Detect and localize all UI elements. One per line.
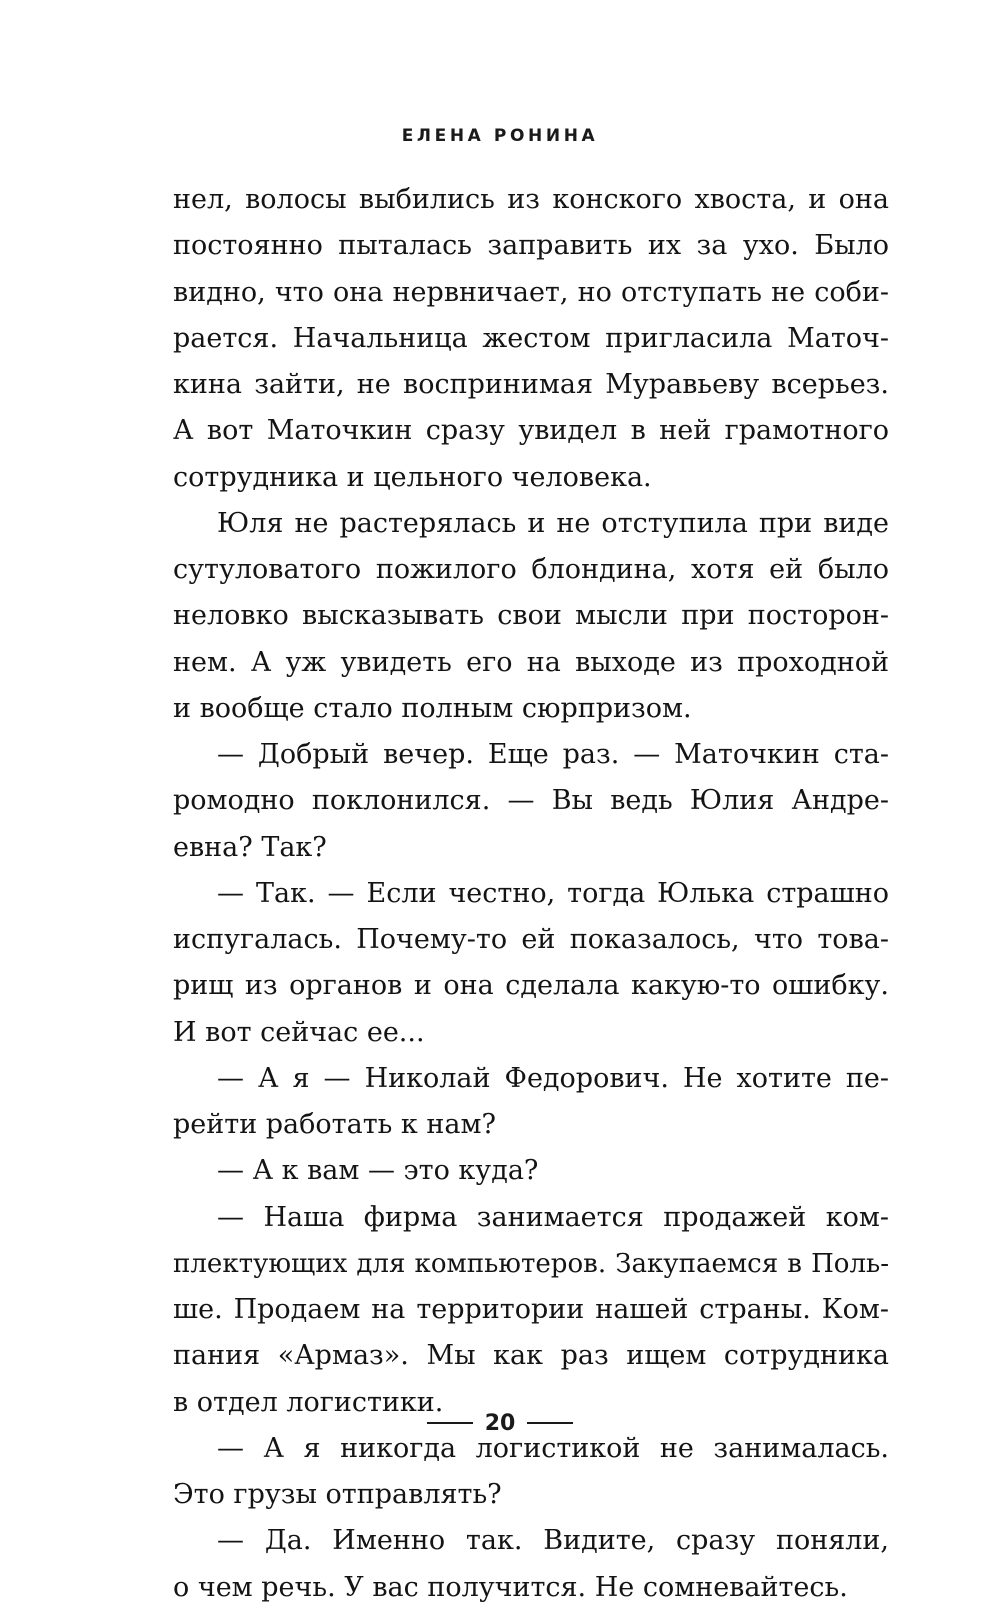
text-line: сотрудника и цельного человека.	[173, 461, 652, 493]
text-line: — А я — Николай Федорович. Не хотите пе-	[217, 1062, 889, 1094]
text-line: — А я никогда логистикой не занималась.	[217, 1432, 889, 1464]
text-line: — Добрый вечер. Еще раз. — Маточкин ста-	[217, 739, 889, 770]
text-line: плектующих для компьютеров. Закупаемся в Поль-	[173, 1248, 889, 1279]
text-line: ромодно поклонился. — Вы ведь Юлия Андре-	[173, 785, 889, 817]
running-head: ЕЛЕНА РОНИНА	[401, 126, 599, 146]
text-line: видно, что она нервничает, но отступать не соби-	[173, 276, 889, 308]
text-line: ше. Продаем на территории нашей страны. Ком-	[173, 1294, 889, 1325]
text-line: в отдел логистики.	[173, 1386, 444, 1418]
text-line: рейти работать к нам?	[173, 1109, 496, 1140]
text-line: кина зайти, не воспринимая Муравьеву всерьез.	[173, 369, 889, 400]
text-line: постоянно пыталась заправить их за ухо. Было	[173, 230, 889, 262]
text-line: — Так. — Если честно, тогда Юлька страшно	[217, 877, 889, 909]
page-number: 20	[484, 1410, 516, 1436]
text-line: пания «Армаз». Мы как раз ищем сотрудника	[173, 1340, 889, 1372]
text-line: — Да. Именно так. Видите, сразу поняли,	[217, 1525, 889, 1557]
text-line: — А к вам — это куда?	[217, 1155, 539, 1187]
text-line: неловко высказывать свои мысли при посторон-	[173, 600, 889, 632]
text-line: А вот Маточкин сразу увидел в ней грамотного	[173, 415, 889, 447]
text-line: И вот сейчас ее...	[173, 1016, 425, 1048]
page-footer	[0, 1403, 1000, 1443]
text-line: Это грузы отправлять?	[173, 1479, 502, 1510]
body-text	[173, 177, 889, 1611]
text-line: — Наша фирма занимается продажей ком-	[217, 1201, 889, 1233]
text-line: сутуловатого пожилого блондина, хотя ей было	[173, 554, 889, 585]
folio-rule-left	[427, 1422, 473, 1424]
text-line: рается. Начальница жестом пригласила Маточ-	[173, 322, 889, 354]
text-line: рищ из органов и она сделала какую-то ошибку.	[173, 970, 889, 1002]
folio-rule-right	[527, 1422, 573, 1424]
text-line: евна? Так?	[173, 831, 327, 863]
text-line: о чем речь. У вас получится. Не сомневайтесь.	[173, 1571, 848, 1603]
text-line: испугалась. Почему-то ей показалось, что това-	[173, 924, 889, 955]
text-line: нем. А уж увидеть его на выходе из проходной	[173, 646, 889, 678]
text-line: нел, волосы выбились из конского хвоста, и она	[173, 184, 889, 215]
text-line: и вообще стало полным сюрпризом.	[173, 692, 692, 724]
text-line: Юля не растерялась и не отступила при виде	[217, 507, 889, 539]
